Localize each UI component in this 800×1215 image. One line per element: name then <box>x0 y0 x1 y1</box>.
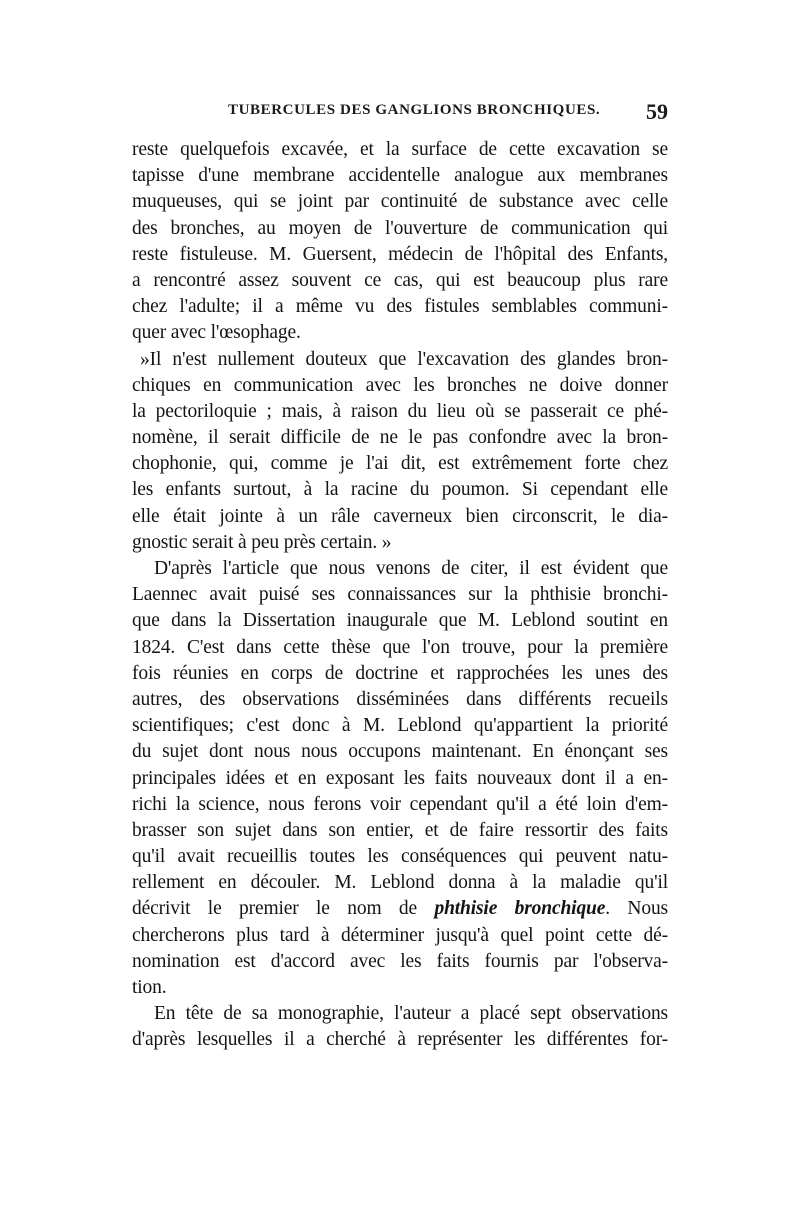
text-line: En tête de sa monographie, l'auteur a placé sept observations <box>154 1003 668 1025</box>
text-line: scientifiques; c'est donc à M. Leblond qu'appartient la priorité <box>132 715 668 737</box>
text-line: chiques en communication avec les bronches ne doive donner <box>132 374 668 396</box>
text-line: elle était jointe à un râle caverneux bien circonscrit, le dia- <box>132 505 668 527</box>
text-line: 1824. C'est dans cette thèse que l'on trouve, pour la première <box>132 636 668 658</box>
text-line: a rencontré assez souvent ce cas, qui est beaucoup plus rare <box>132 269 668 291</box>
text-line: d'après lesquelles il a cherché à représenter les différentes for- <box>132 1029 668 1051</box>
text-line: rellement en découler. M. Leblond donna à la maladie qu'il <box>132 872 668 894</box>
text-line: gnostic serait à peu près certain. » <box>132 531 392 553</box>
text-line: chophonie, qui, comme je l'ai dit, est extrêmement forte chez <box>132 453 668 475</box>
text-line: nomination est d'accord avec les faits fournis par l'observa- <box>132 950 668 972</box>
text-line: chez l'adulte; il a même vu des fistules semblables communi- <box>132 296 668 318</box>
text-line: reste fistuleuse. M. Guersent, médecin de l'hôpital des Enfants, <box>132 243 668 265</box>
text-line: autres, des observations disséminées dans différents recueils <box>132 688 668 710</box>
running-title: TUBERCULES DES GANGLIONS BRONCHIQUES. <box>228 102 601 118</box>
text-line: Laennec avait puisé ses connaissances sur la phthisie bronchi- <box>132 584 668 606</box>
italic-term: phthisie bronchique <box>434 898 606 920</box>
text-line: les enfants surtout, à la racine du poumon. Si cependant elle <box>132 479 668 501</box>
text-line: fois réunies en corps de doctrine et rapprochées les unes des <box>132 662 668 684</box>
text-line: »Il n'est nullement douteux que l'excavation des glandes bron- <box>140 348 668 370</box>
text-line: brasser son sujet dans son entier, et de faire ressortir des faits <box>132 819 668 841</box>
page-number: 59 <box>646 99 668 124</box>
text-line-with-italic <box>132 896 668 922</box>
text-line: tapisse d'une membrane accidentelle analogue aux membranes <box>132 165 668 187</box>
running-head <box>132 99 668 128</box>
body-text <box>132 137 668 1054</box>
text-line: la pectoriloquie ; mais, à raison du lieu où se passerait ce phé- <box>132 400 668 422</box>
text-line: quer avec l'œsophage. <box>132 322 301 344</box>
text-line: tion. <box>132 977 167 998</box>
text-line: des bronches, au moyen de l'ouverture de communication qui <box>132 217 668 239</box>
text-line: richi la science, nous ferons voir cependant qu'il a été loin d'em- <box>132 793 668 815</box>
text-line: du sujet dont nous nous occupons maintenant. En énonçant ses <box>132 741 668 763</box>
text-line: nomène, il serait difficile de ne le pas confondre avec la bron- <box>132 427 668 449</box>
text-line: D'après l'article que nous venons de citer, il est évident que <box>154 558 668 579</box>
text-line: que dans la Dissertation inaugurale que M. Leblond soutint en <box>132 610 668 632</box>
text-line: principales idées et en exposant les faits nouveaux dont il a en- <box>132 767 668 789</box>
text-run: . Nous <box>605 898 668 920</box>
text-line: reste quelquefois excavée, et la surface de cette excavation se <box>132 139 668 160</box>
text-line: muqueuses, qui se joint par continuité de substance avec celle <box>132 191 668 213</box>
text-run: décrivit le premier le nom de <box>132 898 418 920</box>
text-line: chercherons plus tard à déterminer jusqu'à quel point cette dé- <box>132 924 668 946</box>
text-line: qu'il avait recueillis toutes les conséquences qui peuvent natu- <box>132 846 668 868</box>
